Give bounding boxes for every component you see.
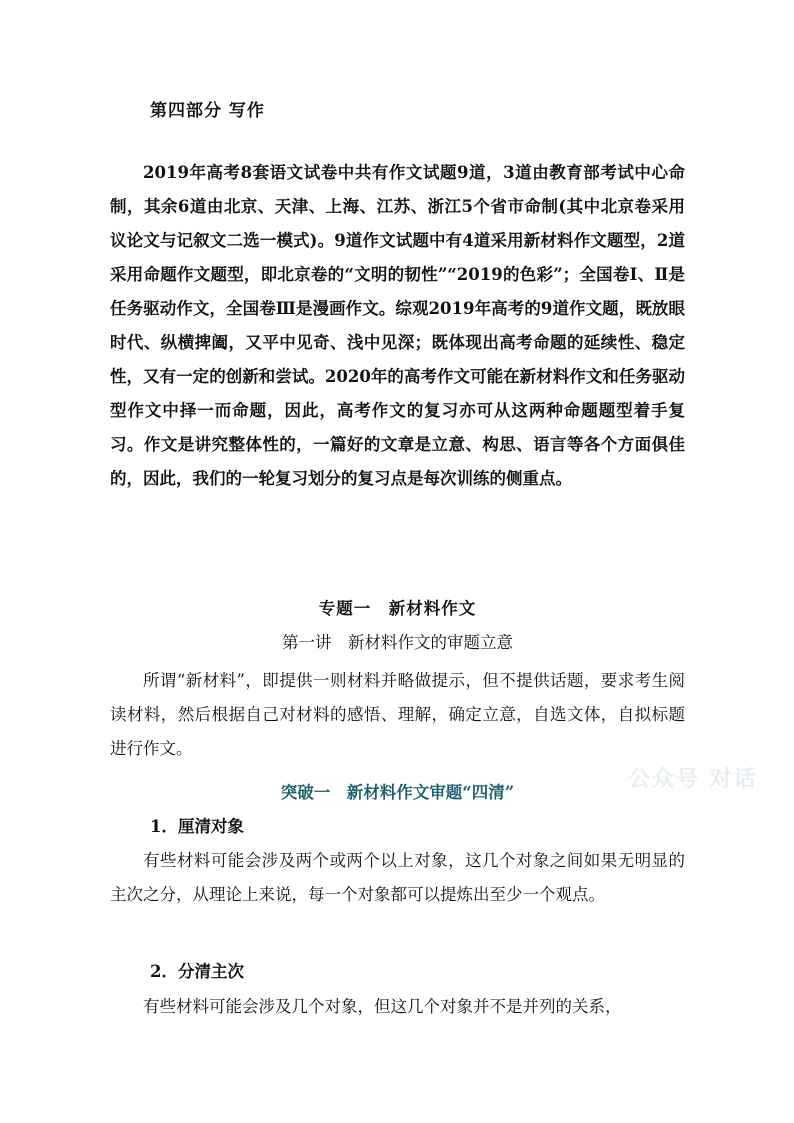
breakthrough-title: 突破一 新材料作文审题“四清” bbox=[280, 783, 515, 802]
item-paragraph-2: 有些材料可能会涉及几个对象，但这几个对象并不是并列的关系， bbox=[143, 997, 622, 1016]
lecture-title: 第一讲 新材料作文的审题立意 bbox=[282, 633, 513, 652]
item-paragraph-1: 有些材料可能会涉及两个或两个以上对象，这几个对象之间如果无明显的主次之分，从理论上来说，每一个对象都可以提炼出至少一个观点。 bbox=[110, 851, 685, 904]
topic-title: 专题一 新材料作文 bbox=[318, 599, 477, 618]
watermark: 公众号 对话 bbox=[628, 766, 758, 792]
section-title: 第四部分 写作 bbox=[150, 101, 265, 121]
item-heading-2: 2．分清主次 bbox=[150, 962, 244, 981]
item-heading-1: 1．厘清对象 bbox=[150, 817, 244, 836]
intro-paragraph: 2019年高考8套语文试卷中共有作文试题9道，3道由教育部考试中心命制，其余6道由北京、天津、上海、江苏、浙江5个省市命制(其中北京卷采用议论文与记叙文二选一模式)。9道作文试题中有4道采用新材料作文题型，2道采用命题作文题型，即北京卷的“文明的韧性”“2019的色彩”；全国卷Ⅰ、Ⅱ是任务驱动作文，全国卷Ⅲ是漫画作文。综观2019年高考的9道作文题，既放眼时代、纵横捭阖，又平中见奇、浅中见深；既体现出高考命题的延续性、稳定性，又有一定的创新和尝试。2020年的高考作文可能在新材料作文和任务驱动型作文中择一而命题，因此，高考作文的复习亦可从这两种命题题型着手复习。作文是讲究整体性的，一篇好的文章是立意、构思、语言等各个方面俱佳的，因此，我们的一轮复习划分的复习点是每次训练的侧重点。 bbox=[110, 163, 685, 488]
definition-paragraph: 所谓“新材料”，即提供一则材料并略做提示，但不提供话题，要求考生阅读材料，然后根据自己对材料的感悟、理解，确定立意，自选文体，自拟标题进行作文。 bbox=[110, 671, 685, 758]
document-page bbox=[110, 0, 685, 1123]
